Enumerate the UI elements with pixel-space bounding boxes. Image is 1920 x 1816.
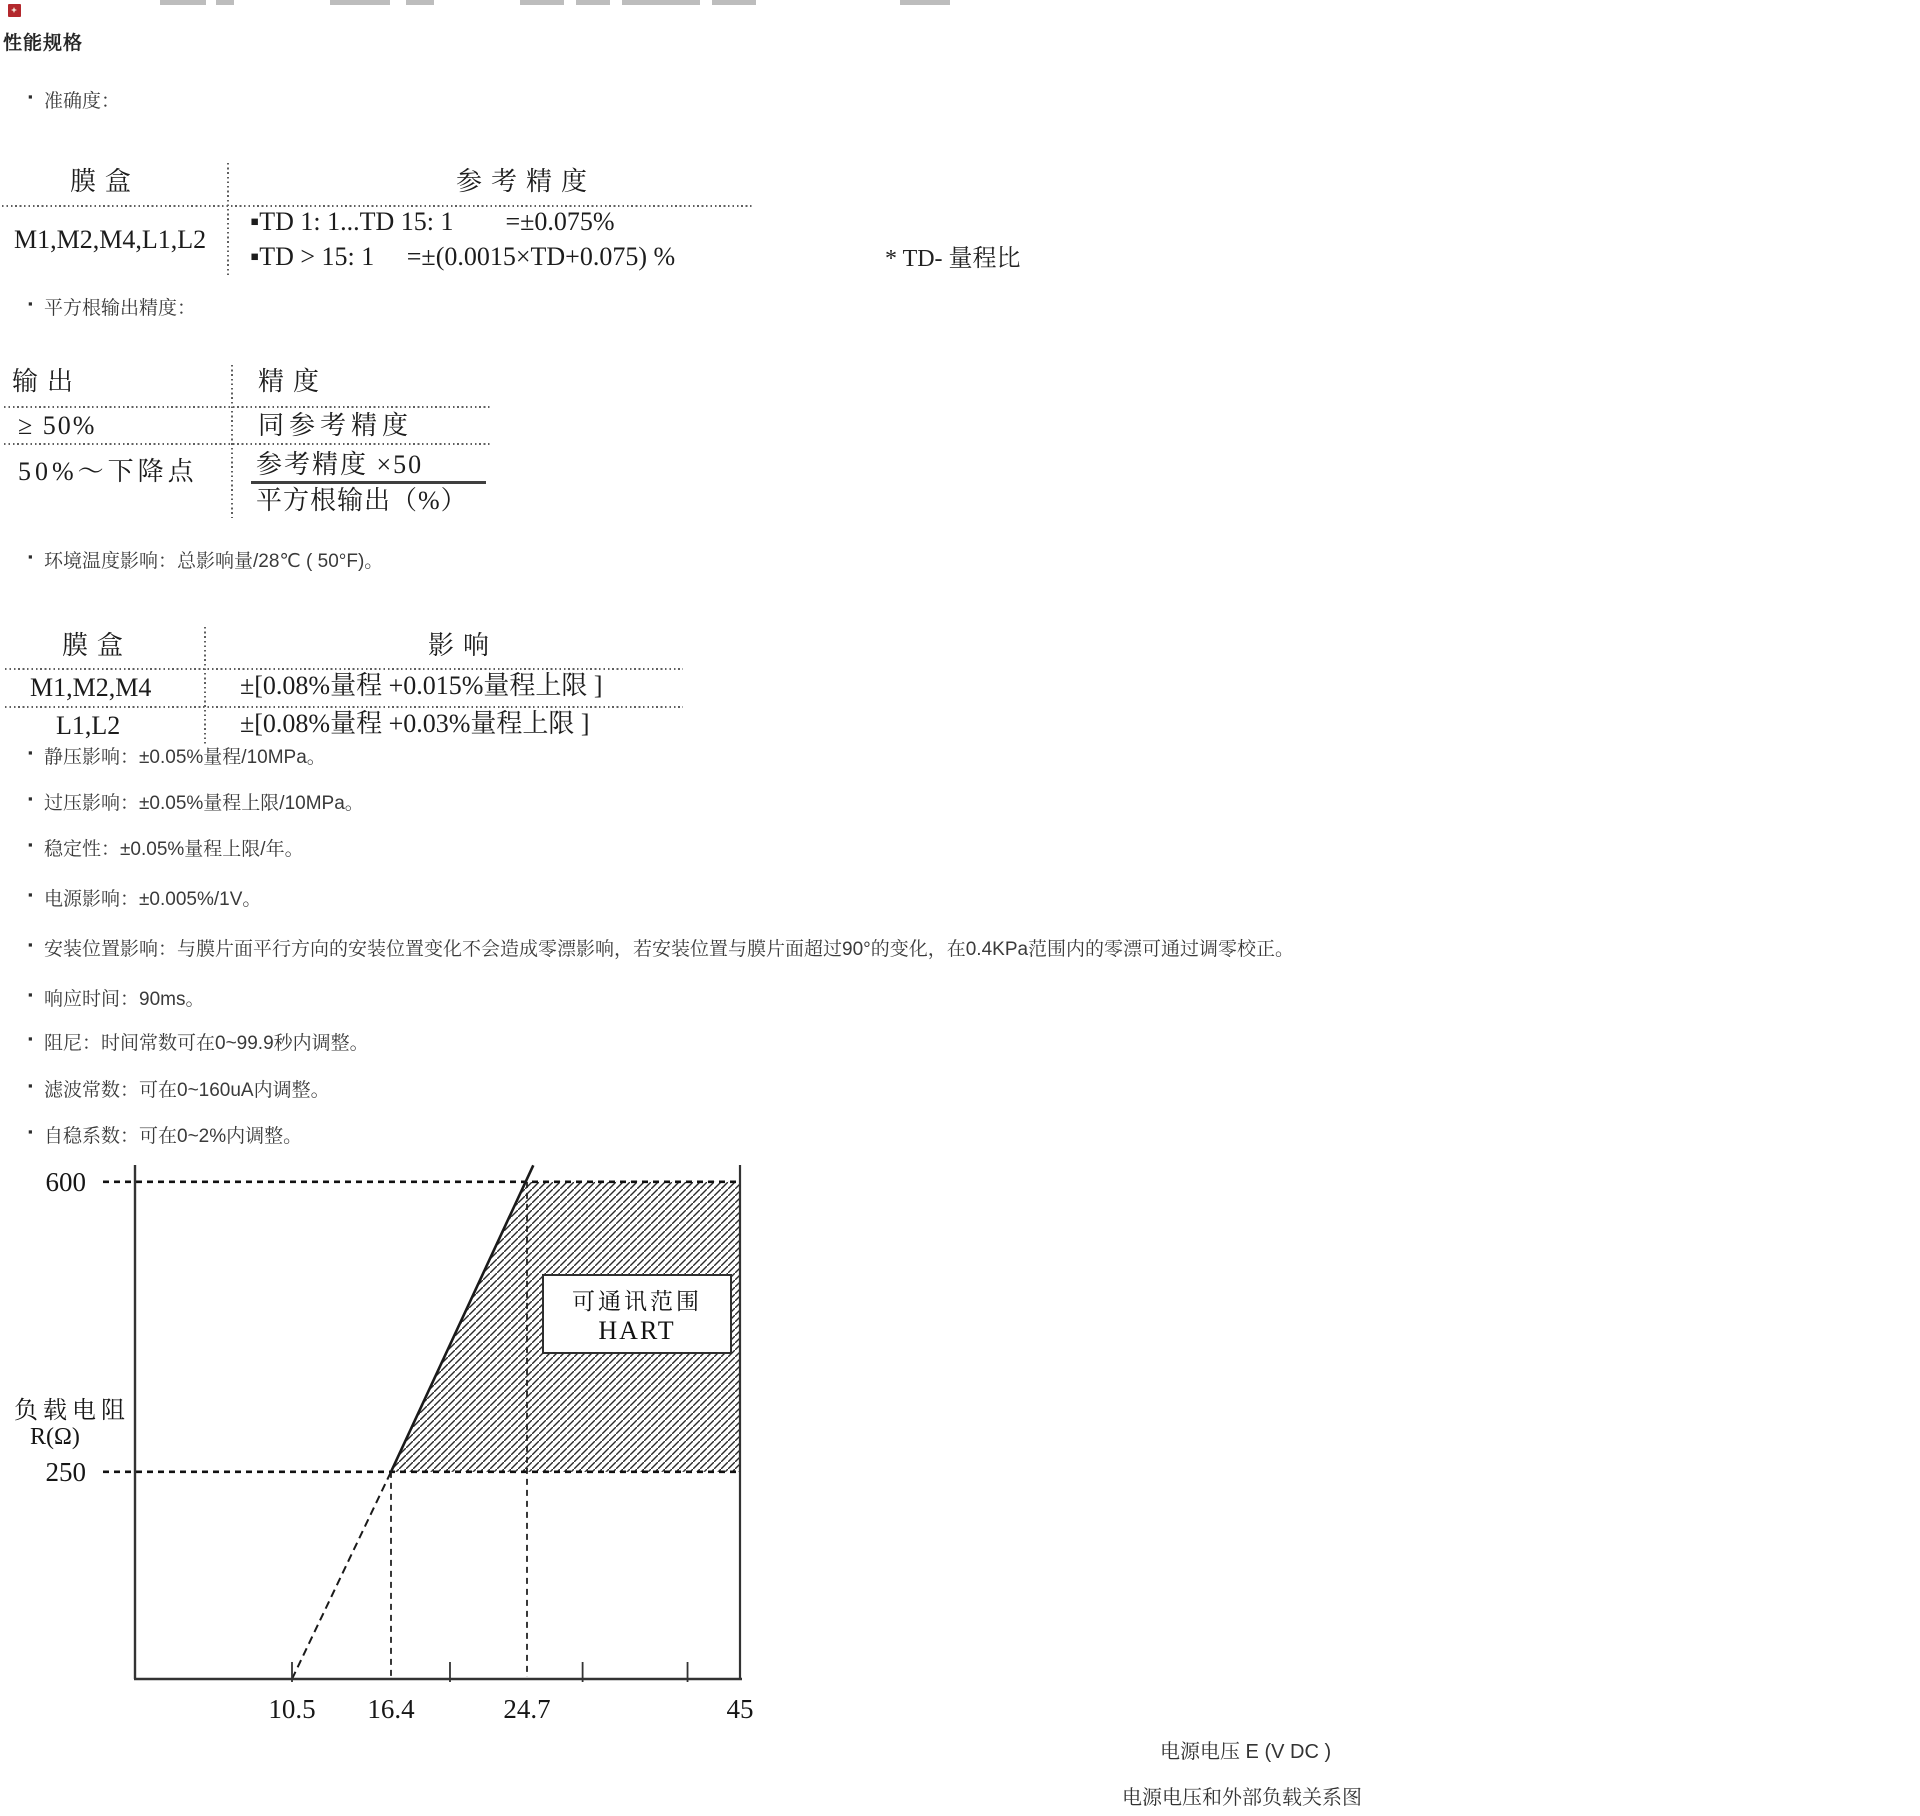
bullet-ambient-temp <box>28 546 383 573</box>
y-tick-label: 600 <box>45 1166 86 1197</box>
column-header: 影响 <box>428 631 499 660</box>
table-rule <box>5 706 683 708</box>
bullet-damping <box>28 1028 369 1055</box>
bullet-text: 平方根输出精度： <box>44 298 197 319</box>
bullet-icon: ▪ <box>28 89 33 104</box>
y-tick-label: 250 <box>45 1456 86 1487</box>
bullet-text: 阻尼：时间常数可在0~99.9秒内调整。 <box>44 1033 369 1054</box>
table-cell: 50%～下降点 <box>18 457 198 486</box>
load-voltage-chart <box>0 1140 800 1780</box>
table-cell: ±[0.08%量程 +0.03%量程上限 ] <box>240 709 590 738</box>
cropped-text-remnant <box>520 0 564 5</box>
fraction-numerator: 参考精度 ×50 <box>256 450 424 479</box>
bullet-icon: ▪ <box>28 791 33 806</box>
bullet-power-effect <box>28 884 261 911</box>
table-cell: L1,L2 <box>56 711 121 740</box>
table-cell: M1,M2,M4,L1,L2 <box>14 225 207 254</box>
cropped-text-remnant <box>330 0 390 5</box>
bullet-icon: ▪ <box>28 987 33 1002</box>
table-divider <box>227 163 229 278</box>
column-header: 膜盒 <box>62 631 133 660</box>
x-tick-label: 24.7 <box>503 1694 551 1724</box>
column-header: 输出 <box>12 367 83 396</box>
bullet-filter-constant <box>28 1075 330 1102</box>
bullet-static-pressure <box>28 742 326 769</box>
bullet-stability <box>28 834 304 861</box>
region-label-text: 可通讯范围 <box>572 1288 702 1314</box>
table-cell: ▪TD > 15: 1 =±(0.0015×TD+0.075) % <box>250 242 676 271</box>
table-note: * TD- 量程比 <box>885 246 1021 272</box>
bullet-icon: ▪ <box>28 1078 33 1093</box>
y-axis-label: 负载电阻 <box>14 1398 130 1424</box>
x-tick-label: 16.4 <box>367 1694 415 1724</box>
bullet-text: 电源影响：±0.005%/1V。 <box>44 889 262 910</box>
bullet-text: 静压影响：±0.05%量程/10MPa。 <box>44 747 326 768</box>
bullet-overpressure <box>28 788 364 815</box>
table-divider <box>204 627 206 744</box>
bullet-text: 环境温度影响：总影响量/28℃ ( 50°F)。 <box>44 551 384 572</box>
table-rule <box>4 443 490 445</box>
bullet-icon: ▪ <box>28 296 33 311</box>
broken-image-icon <box>8 4 21 17</box>
bullet-icon: ▪ <box>28 549 33 564</box>
bullet-icon: ▪ <box>28 887 33 902</box>
cropped-text-remnant <box>406 0 434 5</box>
bullet-icon: ▪ <box>28 745 33 760</box>
x-axis-label: 电源电压 E (V DC ) <box>1160 1741 1332 1763</box>
cropped-text-remnant <box>622 0 700 5</box>
load-line-dashed <box>292 1472 391 1679</box>
bullet-text: 滤波常数：可在0~160uA内调整。 <box>44 1080 330 1101</box>
broken-image-glyph <box>11 7 17 13</box>
region-label-text: HART <box>598 1315 676 1345</box>
x-tick-label: 45 <box>726 1694 754 1724</box>
column-header: 膜盒 <box>70 167 141 196</box>
bullet-text: 过压影响：±0.05%量程上限/10MPa。 <box>44 793 364 814</box>
cropped-text-remnant <box>160 0 206 5</box>
bullet-text: 响应时间：90ms。 <box>44 989 205 1010</box>
table-cell: ▪TD 1: 1...TD 15: 1 =±0.075% <box>250 207 615 236</box>
bullet-icon: ▪ <box>28 1124 33 1139</box>
bullet-icon: ▪ <box>28 1031 33 1046</box>
table-cell: 同参考精度 <box>258 411 414 440</box>
table-rule <box>4 406 490 408</box>
page-title: 性能规格 <box>3 33 84 54</box>
x-tick-label: 10.5 <box>268 1694 316 1724</box>
fraction-denominator: 平方根输出（%） <box>256 486 468 515</box>
hart-region-label <box>542 1274 732 1354</box>
bullet-text: 准确度： <box>44 91 121 112</box>
cropped-text-remnant <box>216 0 234 5</box>
cropped-text-remnant <box>900 0 950 5</box>
table-cell: M1,M2,M4 <box>30 673 152 702</box>
bullet-text: 自稳系数：可在0~2%内调整。 <box>44 1126 303 1147</box>
cropped-text-remnant <box>712 0 756 5</box>
bullet-icon: ▪ <box>28 937 33 952</box>
bullet-text: 安装位置影响：与膜片面平行方向的安装位置变化不会造成零漂影响，若安装位置与膜片面超过90°的变化，在0.4KPa范围内的零漂可通过调零校正。 <box>44 939 1295 960</box>
column-header: 精度 <box>258 367 329 396</box>
bullet-response-time <box>28 984 204 1011</box>
bullet-icon: ▪ <box>28 837 33 852</box>
bullet-accuracy <box>28 86 120 113</box>
table-cell: ≥ 50% <box>18 411 97 440</box>
fraction-bar <box>251 481 486 484</box>
table-rule <box>5 668 683 670</box>
bullet-sqrt-accuracy <box>28 293 196 320</box>
y-axis-unit-label: R(Ω) <box>30 1424 80 1450</box>
column-header: 参考精度 <box>456 167 597 196</box>
bullet-text: 稳定性：±0.05%量程上限/年。 <box>44 839 304 860</box>
table-cell: ±[0.08%量程 +0.015%量程上限 ] <box>240 671 603 700</box>
table-divider <box>231 365 233 518</box>
bullet-mounting-effect <box>28 934 1294 961</box>
cropped-text-remnant <box>576 0 610 5</box>
chart-caption: 电源电压和外部负载关系图 <box>1122 1787 1362 1809</box>
